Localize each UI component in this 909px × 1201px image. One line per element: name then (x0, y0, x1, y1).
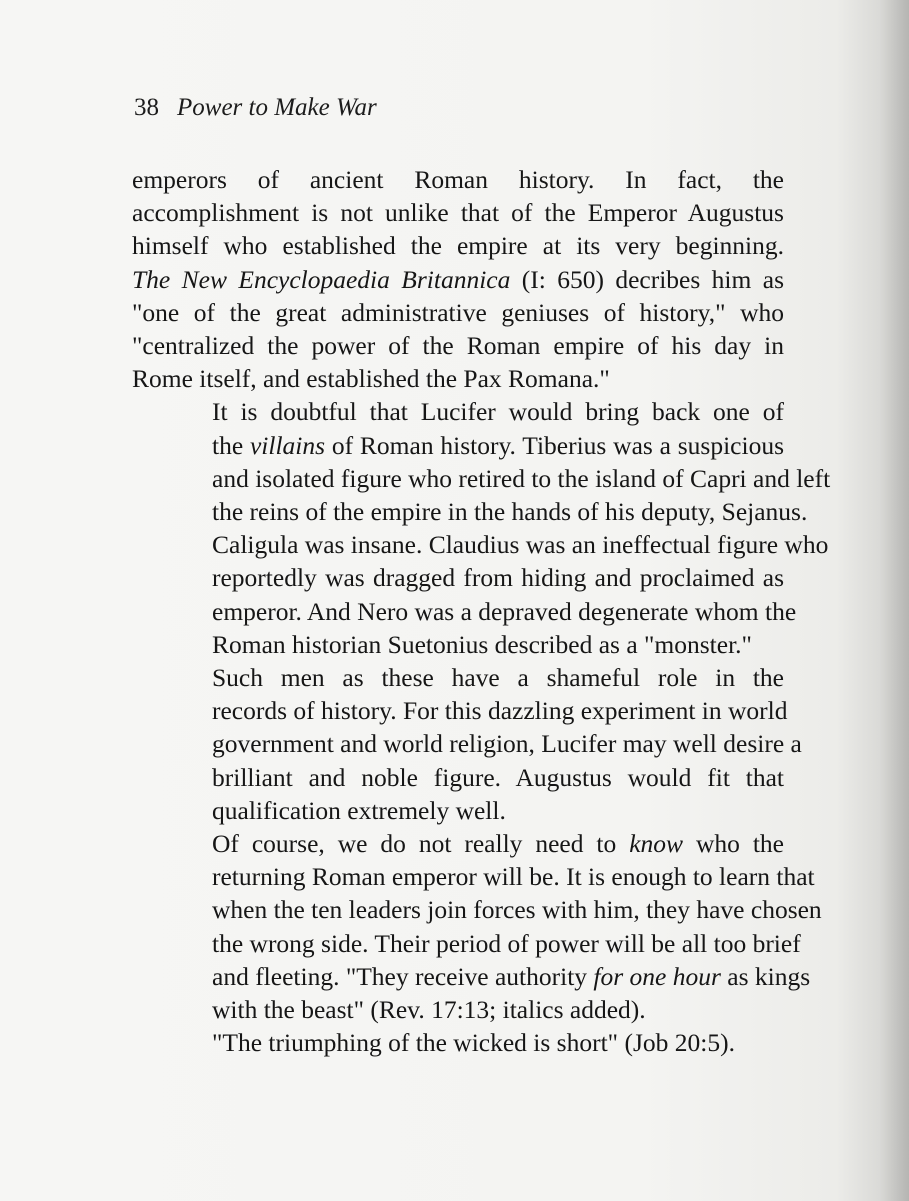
text-line: government and world religion, Lucifer may well desire a (212, 729, 802, 759)
paragraph-shameful-role (132, 661, 802, 827)
text-line: the wrong side. Their period of power will be all too brief (212, 928, 801, 958)
text-line: the villains of Roman history. Tiberius was a suspicious (212, 430, 785, 460)
text-line: Such men as these have a shameful role in the (212, 663, 784, 693)
text-line: records of history. For this dazzling experiment in world (212, 696, 788, 726)
text-line: accomplishment is not unlike that of the Emperor Augustus (132, 198, 784, 228)
italic-phrase: The New Encyclopaedia Britannica (132, 264, 511, 294)
paragraph-job-quote (132, 1026, 784, 1059)
text-line: himself who established the empire at its very beginning. (132, 231, 784, 261)
text-line: "centralized the power of the Roman empire of his day in (132, 331, 784, 361)
text-line: It is doubtful that Lucifer would bring back one of (212, 397, 784, 427)
paragraph-returning-emperor (132, 827, 822, 1026)
text-line: emperor. And Nero was a depraved degenerate whom the (212, 596, 797, 626)
italic-phrase: for one hour (593, 961, 721, 991)
italic-phrase: villains (249, 430, 326, 460)
italic-phrase: know (629, 829, 684, 859)
text-line: Caligula was insane. Claudius was an ineffectual figure who (212, 530, 829, 560)
text-line: when the ten leaders join forces with him, they have chosen (212, 895, 822, 925)
text-line: "one of the great administrative geniuses of history," who (132, 297, 784, 327)
text-line: Of course, we do not really need to know who the (212, 829, 784, 859)
text-line: "The triumphing of the wicked is short" (Job 20:5). (212, 1028, 735, 1058)
text-line: and isolated figure who retired to the island of Capri and left (212, 463, 831, 493)
text-line: brilliant and noble figure. Augustus would fit that (212, 762, 784, 792)
text-line: Roman historian Suetonius described as a "monster." (212, 629, 752, 659)
text-line: and fleeting. "They receive authority for one hour as kings (212, 961, 811, 991)
running-header (134, 94, 377, 122)
text-line: returning Roman emperor will be. It is enough to learn that (212, 862, 815, 892)
paragraph-villains (132, 395, 831, 661)
text-line: with the beast" (Rev. 17:13; italics added). (212, 995, 646, 1025)
body-text (132, 163, 831, 1059)
text-line: The New Encyclopaedia Britannica (I: 650) decribes him as (132, 264, 784, 294)
text-line: the reins of the empire in the hands of his deputy, Sejanus. (212, 497, 808, 527)
page-edge-shadow (879, 0, 909, 1201)
text-line: qualification extremely well. (212, 795, 506, 825)
text-line: Rome itself, and established the Pax Romana." (132, 364, 610, 394)
running-title: Power to Make War (177, 94, 377, 121)
text-line: reportedly was dragged from hiding and proclaimed as (212, 563, 784, 593)
page-number: 38 (134, 94, 159, 121)
paragraph-augustus (132, 163, 784, 395)
text-line: emperors of ancient Roman history. In fact, the (132, 165, 784, 194)
